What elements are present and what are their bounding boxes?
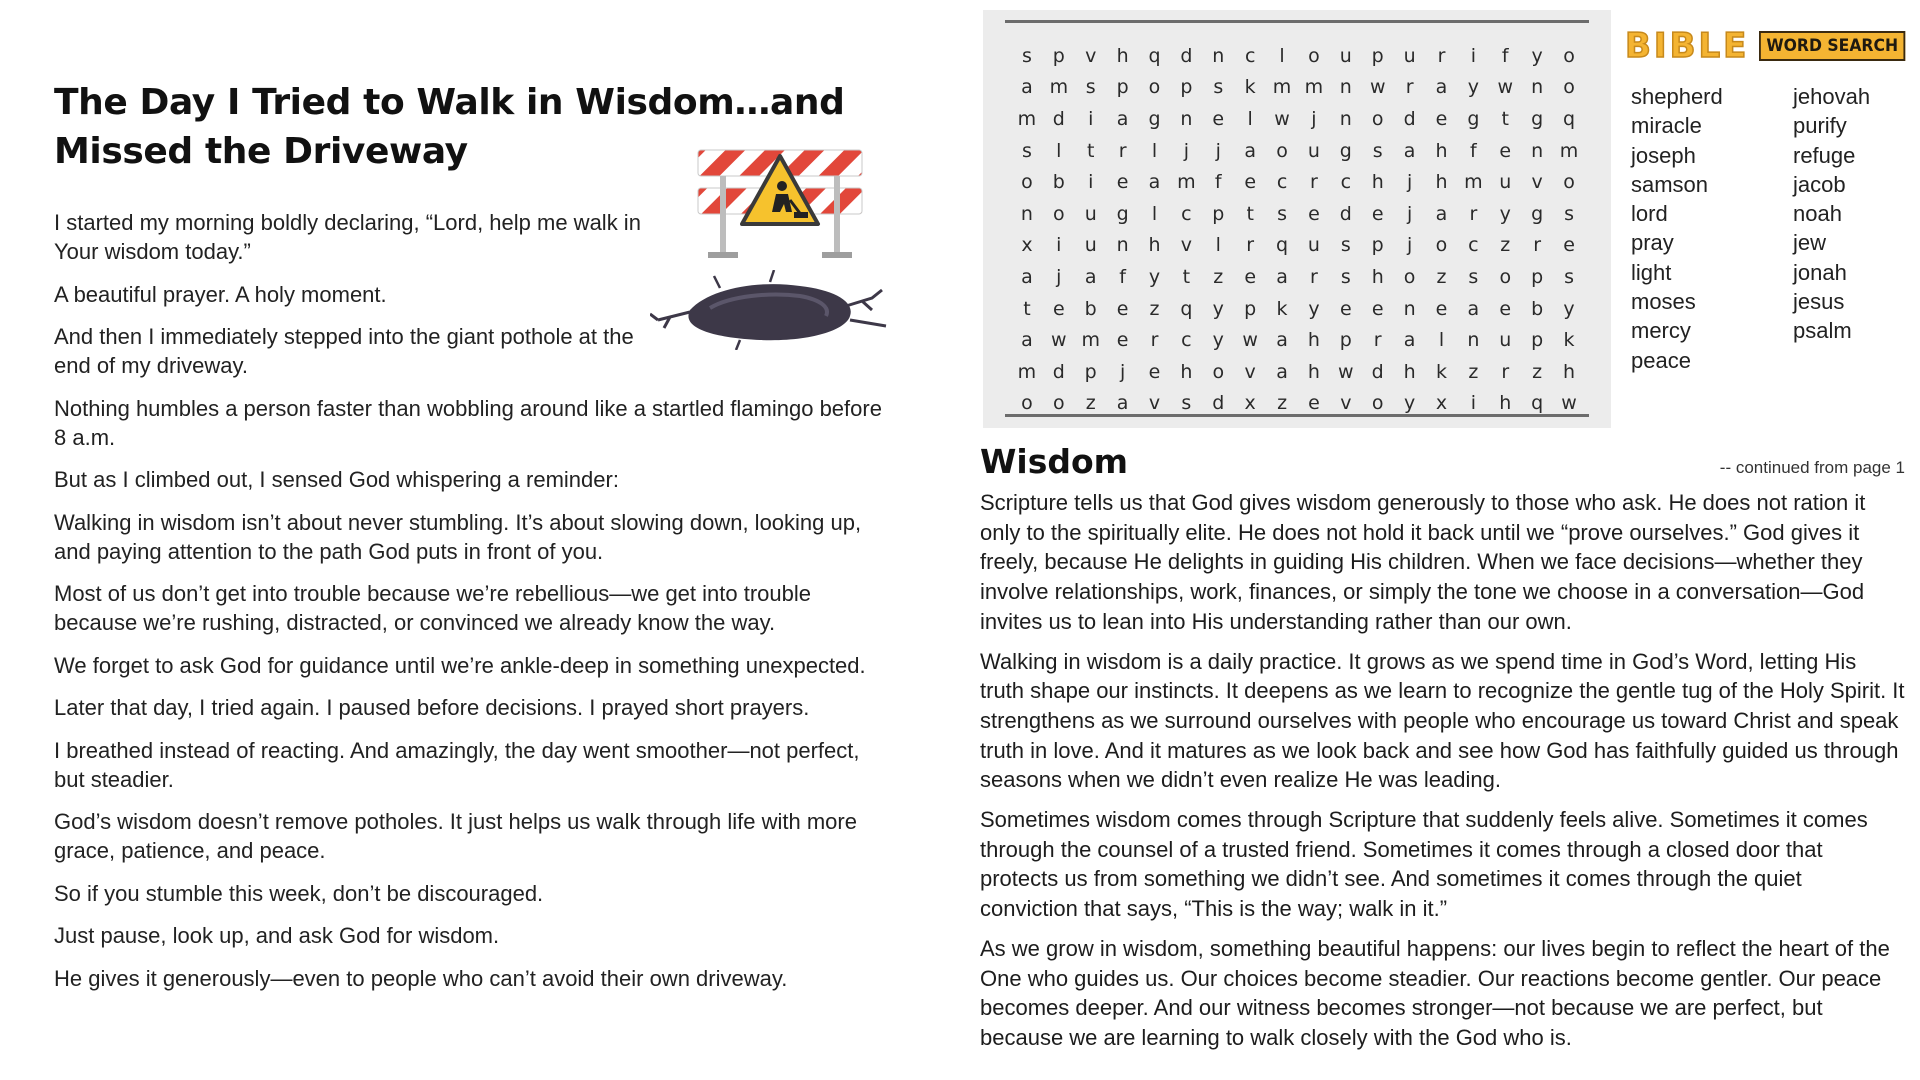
word-list-item: light: [1631, 259, 1672, 285]
grid-letter: y: [1308, 297, 1320, 320]
grid-letter: w: [1242, 329, 1258, 352]
grid-letter: n: [1531, 76, 1544, 99]
grid-letter: l: [1215, 234, 1221, 257]
grid-letter: m: [1272, 76, 1292, 99]
article-paragraph: As we grow in wisdom, something beautiful happens: our lives begin to reflect the heart of the One who guides us. Our choices become steadier. Our reactions become gentler. Our peace becomes deeper. And our witness becomes stronger—not because we are perfect, but because we are learning to walk closely with the God who is.: [980, 935, 1890, 1050]
grid-letter: a: [1244, 139, 1256, 162]
grid-letter: e: [1499, 139, 1512, 162]
grid-letter: t: [1086, 139, 1095, 162]
grid-letter: g: [1148, 107, 1161, 130]
grid-letter: g: [1531, 202, 1544, 225]
word-list-item: psalm: [1793, 318, 1852, 344]
grid-letter: i: [1470, 392, 1477, 415]
grid-letter: a: [1276, 360, 1288, 383]
grid-letter: k: [1563, 329, 1575, 352]
grid-letter: l: [1056, 139, 1062, 162]
grid-letter: c: [1276, 171, 1288, 194]
grid-letter: s: [1468, 265, 1479, 288]
grid-letter: w: [1274, 107, 1290, 130]
grid-letter: m: [1304, 76, 1324, 99]
puzzle-bottom-rule: [1005, 414, 1589, 417]
grid-letter: p: [1531, 265, 1544, 288]
grid-letter: z: [1436, 265, 1447, 288]
grid-letter: s: [1181, 392, 1192, 415]
pothole-icon: [650, 270, 890, 350]
grid-letter: o: [1371, 107, 1384, 130]
grid-letter: p: [1052, 44, 1065, 67]
grid-letter: j: [1183, 139, 1190, 162]
word-list-item: joseph: [1631, 142, 1696, 168]
word-list-item: jehovah: [1793, 84, 1871, 109]
grid-letter: w: [1561, 392, 1577, 415]
grid-letter: d: [1339, 202, 1352, 225]
grid-letter: c: [1340, 171, 1352, 194]
grid-letter: t: [1023, 297, 1031, 320]
grid-letter: r: [1533, 234, 1542, 257]
grid-letter: u: [1307, 234, 1320, 257]
grid-letter: w: [1051, 329, 1067, 352]
grid-letter: j: [1406, 202, 1413, 225]
grid-letter: e: [1308, 202, 1320, 225]
grid-letter: n: [1339, 107, 1352, 130]
grid-letter: p: [1531, 329, 1544, 352]
grid-letter: q: [1531, 392, 1544, 415]
grid-letter: v: [1340, 392, 1352, 415]
grid-letter: r: [1405, 76, 1414, 99]
grid-letter: u: [1499, 329, 1512, 352]
grid-letter: l: [1279, 44, 1285, 67]
grid-letter: j: [1311, 107, 1317, 130]
grid-letter: c: [1181, 329, 1192, 352]
grid-letter: j: [1406, 234, 1413, 257]
grid-letter: z: [1085, 392, 1096, 415]
grid-letter: h: [1563, 360, 1576, 383]
word-search-grid: [983, 10, 1611, 428]
article-paragraph: A beautiful prayer. A holy moment.: [54, 281, 387, 307]
grid-letter: d: [1212, 392, 1225, 415]
grid-letter: m: [1049, 76, 1069, 99]
grid-letter: s: [1372, 139, 1383, 162]
grid-letter: y: [1499, 202, 1511, 225]
word-list-item: purify: [1793, 113, 1847, 139]
grid-letter: h: [1371, 265, 1384, 288]
grid-letter: i: [1470, 44, 1477, 67]
grid-letter: o: [1499, 265, 1512, 288]
grid-letter: z: [1213, 265, 1224, 288]
grid-letter: a: [1021, 76, 1033, 99]
grid-letter: r: [1469, 202, 1478, 225]
article-paragraph: Walking in wisdom is a daily practice. It grows as we spend time in God’s Word, letting His truth shape our instincts. It deepens as we learn to recognize the gentle tug of the Holy Spirit. It strengthens as we surround ourselves with people who encourage us toward Christ and speak truth in love. And it matures as we look back and see how God has faithfully guided us through seasons when we didn’t even realize He was leading.: [980, 648, 1905, 793]
grid-letter: y: [1403, 392, 1416, 415]
grid-letter: e: [1371, 202, 1384, 225]
grid-letter: v: [1148, 392, 1161, 415]
grid-letter: y: [1212, 329, 1224, 352]
grid-letter: f: [1119, 265, 1126, 288]
article-title: The Day I Tried to Walk in Wisdom…and Missed the Driveway: [54, 82, 845, 172]
grid-letter: a: [1403, 329, 1416, 352]
grid-letter: e: [1052, 297, 1065, 320]
grid-letter: z: [1500, 234, 1511, 257]
grid-letter: e: [1371, 297, 1384, 320]
grid-letter: q: [1276, 234, 1289, 257]
grid-letter: v: [1180, 234, 1192, 257]
puzzle-top-rule: [1005, 20, 1589, 23]
article-paragraph: Nothing humbles a person faster than wobbling around like a startled flamingo before 8 a.m.: [54, 395, 882, 450]
grid-letter: p: [1212, 202, 1225, 225]
article-paragraph: Just pause, look up, and ask God for wisdom.: [54, 923, 500, 948]
grid-letter: s: [1340, 265, 1351, 288]
grid-letter: n: [1531, 139, 1544, 162]
grid-letter: e: [1212, 107, 1225, 130]
grid-letter: e: [1563, 234, 1575, 257]
grid-letter: o: [1276, 139, 1288, 162]
grid-letter: s: [1213, 76, 1224, 99]
grid-letter: j: [1215, 139, 1221, 162]
grid-letter: i: [1056, 234, 1062, 257]
word-list-item: peace: [1631, 347, 1691, 373]
word-list-item: mercy: [1631, 318, 1691, 344]
grid-letter: n: [1180, 107, 1193, 130]
word-list-item: jonah: [1793, 259, 1847, 285]
grid-letter: e: [1499, 297, 1512, 320]
word-list-col-2: [1793, 82, 1870, 346]
grid-letter: f: [1470, 139, 1477, 162]
article-paragraph: Scripture tells us that God gives wisdom generously to those who ask. He does not ration it only to the spiritually elite. He does not hold it back until we “prove ourselves.” God gives it freely, because He delights in guiding His children. When we face decisions—whether they involve relationships, work, finances, or simply the tone we choose in a conversation—God invites us to lean into His understanding rather than our own.: [980, 490, 1866, 634]
grid-letter: x: [1021, 234, 1033, 257]
grid-letter: s: [1085, 76, 1096, 99]
grid-letter: k: [1244, 76, 1256, 99]
grid-letter: a: [1276, 329, 1288, 352]
grid-letter: a: [1021, 329, 1033, 352]
grid-letter: f: [1501, 44, 1509, 67]
grid-letter: o: [1148, 76, 1161, 99]
article-paragraph: Walking in wisdom isn’t about never stumbling. It’s about slowing down, looking up, and paying attention to the path God puts in front of you.: [54, 509, 862, 564]
grid-letter: s: [1564, 265, 1574, 288]
article-paragraph: And then I immediately stepped into the giant pothole at the end of my driveway.: [54, 324, 634, 378]
grid-letter: j: [1406, 171, 1413, 194]
grid-letter: a: [1148, 171, 1161, 194]
grid-letter: s: [1340, 234, 1351, 257]
grid-letter: q: [1563, 107, 1576, 130]
grid-letter: t: [1501, 107, 1509, 130]
grid-letter: s: [1021, 44, 1032, 67]
grid-letter: z: [1532, 360, 1543, 383]
grid-letter: o: [1308, 44, 1320, 67]
grid-letter: e: [1339, 297, 1352, 320]
grid-letter: z: [1468, 360, 1479, 383]
grid-letter: w: [1338, 360, 1354, 383]
grid-letter: y: [1467, 76, 1479, 99]
grid-letter: a: [1116, 392, 1129, 415]
grid-letter: v: [1244, 360, 1256, 383]
grid-letter: i: [1088, 171, 1094, 194]
grid-letter: h: [1435, 139, 1448, 162]
right-article: [980, 440, 1905, 1063]
grid-letter: j: [1056, 265, 1062, 288]
grid-letter: n: [1467, 329, 1480, 352]
grid-letter: e: [1116, 171, 1129, 194]
grid-letter: a: [1116, 107, 1129, 130]
letter-grid: [1011, 40, 1585, 419]
grid-letter: o: [1371, 392, 1384, 415]
grid-letter: p: [1116, 76, 1129, 99]
grid-letter: a: [1084, 265, 1097, 288]
grid-letter: e: [1116, 329, 1129, 352]
word-list-item: samson: [1631, 171, 1709, 197]
grid-letter: b: [1531, 297, 1544, 320]
grid-letter: x: [1244, 392, 1256, 415]
article-paragraph: He gives it generously—even to people who can’t avoid their own driveway.: [54, 965, 788, 991]
article-paragraph: Most of us don’t get into trouble because we’re rebellious—we get into trouble because we’re rushing, distracted, or convinced we already know the way.: [54, 581, 811, 635]
grid-letter: o: [1563, 44, 1575, 67]
grid-letter: k: [1435, 360, 1447, 383]
grid-letter: w: [1497, 76, 1514, 99]
grid-letter: a: [1403, 139, 1416, 162]
grid-letter: y: [1563, 297, 1575, 320]
grid-letter: f: [1214, 171, 1222, 194]
article-paragraph: God’s wisdom doesn’t remove potholes. It just helps us walk through life with more grace, patience, and peace.: [54, 809, 857, 863]
grid-letter: q: [1180, 297, 1193, 320]
grid-letter: a: [1435, 202, 1448, 225]
grid-letter: r: [1246, 234, 1255, 257]
grid-letter: a: [1435, 76, 1448, 99]
grid-letter: o: [1021, 392, 1033, 415]
grid-letter: k: [1276, 297, 1288, 320]
grid-letter: o: [1563, 76, 1575, 99]
word-list-item: refuge: [1793, 142, 1856, 168]
grid-letter: e: [1308, 392, 1320, 415]
grid-letter: p: [1339, 329, 1352, 352]
grid-letter: p: [1371, 234, 1384, 257]
grid-letter: o: [1403, 265, 1416, 288]
grid-letter: u: [1307, 139, 1320, 162]
grid-letter: e: [1148, 360, 1161, 383]
grid-letter: r: [1437, 44, 1446, 67]
grid-letter: u: [1084, 202, 1097, 225]
grid-letter: r: [1310, 171, 1318, 194]
grid-letter: o: [1053, 202, 1065, 225]
grid-letter: n: [1020, 202, 1033, 225]
grid-letter: o: [1021, 171, 1033, 194]
grid-letter: e: [1435, 107, 1448, 130]
grid-letter: s: [1021, 139, 1032, 162]
grid-letter: e: [1244, 171, 1257, 194]
right-article-header: [980, 440, 1905, 486]
grid-letter: l: [1438, 329, 1445, 352]
grid-letter: q: [1148, 44, 1161, 67]
article-paragraph: We forget to ask God for guidance until we’re ankle-deep in something unexpected.: [54, 652, 866, 678]
grid-letter: c: [1468, 234, 1479, 257]
grid-letter: m: [1017, 360, 1037, 383]
grid-letter: u: [1339, 44, 1352, 67]
grid-letter: h: [1403, 360, 1416, 383]
article-paragraph: Later that day, I tried again. I paused before decisions. I prayed short prayers.: [54, 695, 810, 720]
grid-letter: m: [1177, 171, 1196, 194]
grid-letter: e: [1435, 297, 1448, 320]
grid-letter: n: [1403, 297, 1416, 320]
grid-letter: b: [1084, 297, 1097, 320]
grid-letter: u: [1084, 234, 1097, 257]
word-list-item: jacob: [1793, 171, 1846, 197]
grid-letter: c: [1244, 44, 1256, 67]
grid-letter: d: [1052, 107, 1065, 130]
construction-sign-icon: [690, 146, 870, 264]
grid-letter: n: [1116, 234, 1129, 257]
grid-letter: z: [1277, 392, 1288, 415]
grid-letter: p: [1084, 360, 1097, 383]
grid-letter: l: [1247, 107, 1253, 130]
grid-letter: x: [1435, 392, 1448, 415]
grid-letter: y: [1212, 297, 1224, 320]
bible-word-search-logo: [1625, 28, 1919, 64]
grid-letter: h: [1307, 360, 1320, 383]
word-list-item: miracle: [1631, 113, 1702, 139]
grid-letter: v: [1085, 44, 1097, 67]
grid-letter: t: [1182, 265, 1191, 288]
grid-letter: e: [1116, 297, 1129, 320]
word-list-item: jew: [1793, 230, 1827, 256]
grid-letter: h: [1148, 234, 1161, 257]
article-paragraph: Sometimes wisdom comes through Scripture that suddenly feels alive. Sometimes it comes through the counsel of a trusted friend. Sometimes it comes through a closed door that protects us from something we didn’t see. And sometimes it comes through the quiet conviction that says, “This is the way; walk in it.”: [980, 807, 1868, 922]
grid-letter: o: [1563, 171, 1575, 194]
grid-letter: r: [1373, 329, 1382, 352]
grid-letter: h: [1180, 360, 1193, 383]
grid-letter: l: [1151, 139, 1158, 162]
grid-letter: g: [1531, 107, 1544, 130]
grid-letter: s: [1564, 202, 1574, 225]
grid-letter: v: [1531, 171, 1543, 194]
grid-letter: m: [1559, 139, 1579, 162]
grid-letter: a: [1276, 265, 1288, 288]
article-paragraph: I started my morning boldly declaring, “Lord, help me walk in Your wisdom today.”: [54, 210, 641, 264]
grid-letter: m: [1017, 107, 1037, 130]
grid-letter: d: [1403, 107, 1416, 130]
grid-letter: h: [1307, 329, 1320, 352]
grid-letter: m: [1464, 171, 1483, 194]
grid-letter: g: [1116, 202, 1129, 225]
grid-letter: t: [1246, 202, 1254, 225]
grid-letter: g: [1467, 107, 1480, 130]
grid-letter: n: [1212, 44, 1225, 67]
grid-letter: d: [1180, 44, 1193, 67]
article-paragraph: But as I climbed out, I sensed God whispering a reminder:: [54, 467, 619, 492]
logo-word-search-text: WORD SEARCH: [1759, 31, 1905, 61]
grid-letter: u: [1403, 44, 1416, 67]
grid-letter: s: [1277, 202, 1287, 225]
grid-letter: w: [1369, 76, 1386, 99]
word-list-col-1: [1631, 82, 1723, 375]
article-paragraph: I breathed instead of reacting. And amazingly, the day went smoother—not perfect, but steadier.: [54, 737, 860, 792]
grid-letter: e: [1244, 265, 1257, 288]
grid-letter: c: [1181, 202, 1192, 225]
word-list-item: pray: [1631, 230, 1674, 256]
grid-letter: p: [1244, 297, 1257, 320]
grid-letter: m: [1081, 329, 1100, 352]
grid-letter: h: [1435, 171, 1448, 194]
grid-letter: h: [1499, 392, 1512, 415]
grid-letter: l: [1151, 202, 1158, 225]
grid-letter: d: [1052, 360, 1065, 383]
grid-letter: g: [1339, 139, 1352, 162]
word-list-item: shepherd: [1631, 84, 1723, 109]
grid-letter: a: [1021, 265, 1033, 288]
word-list-item: jesus: [1793, 289, 1845, 315]
grid-letter: r: [1501, 360, 1510, 383]
grid-letter: y: [1531, 44, 1543, 67]
continued-note: -- continued from page 1: [1719, 458, 1905, 477]
grid-letter: o: [1435, 234, 1448, 257]
grid-letter: r: [1118, 139, 1127, 162]
grid-letter: i: [1088, 107, 1094, 130]
grid-letter: p: [1180, 76, 1193, 99]
grid-letter: h: [1116, 44, 1129, 67]
grid-letter: a: [1467, 297, 1480, 320]
grid-letter: u: [1499, 171, 1512, 194]
grid-letter: o: [1212, 360, 1225, 383]
grid-letter: p: [1371, 44, 1384, 67]
logo-bible-text: BIBLE: [1625, 26, 1750, 66]
word-list-item: lord: [1631, 201, 1668, 227]
word-list-item: moses: [1631, 289, 1696, 315]
grid-letter: y: [1148, 265, 1161, 288]
article-paragraph: So if you stumble this week, don’t be discouraged.: [54, 880, 544, 906]
grid-letter: j: [1119, 360, 1126, 383]
grid-letter: n: [1339, 76, 1352, 99]
grid-letter: r: [1310, 265, 1318, 288]
grid-letter: z: [1149, 297, 1160, 320]
grid-letter: d: [1371, 360, 1384, 383]
word-list-item: noah: [1793, 201, 1842, 227]
grid-letter: o: [1053, 392, 1065, 415]
grid-letter: r: [1150, 329, 1159, 352]
wisdom-heading: Wisdom: [980, 442, 1129, 481]
grid-letter: h: [1371, 171, 1384, 194]
grid-letter: b: [1052, 171, 1065, 194]
